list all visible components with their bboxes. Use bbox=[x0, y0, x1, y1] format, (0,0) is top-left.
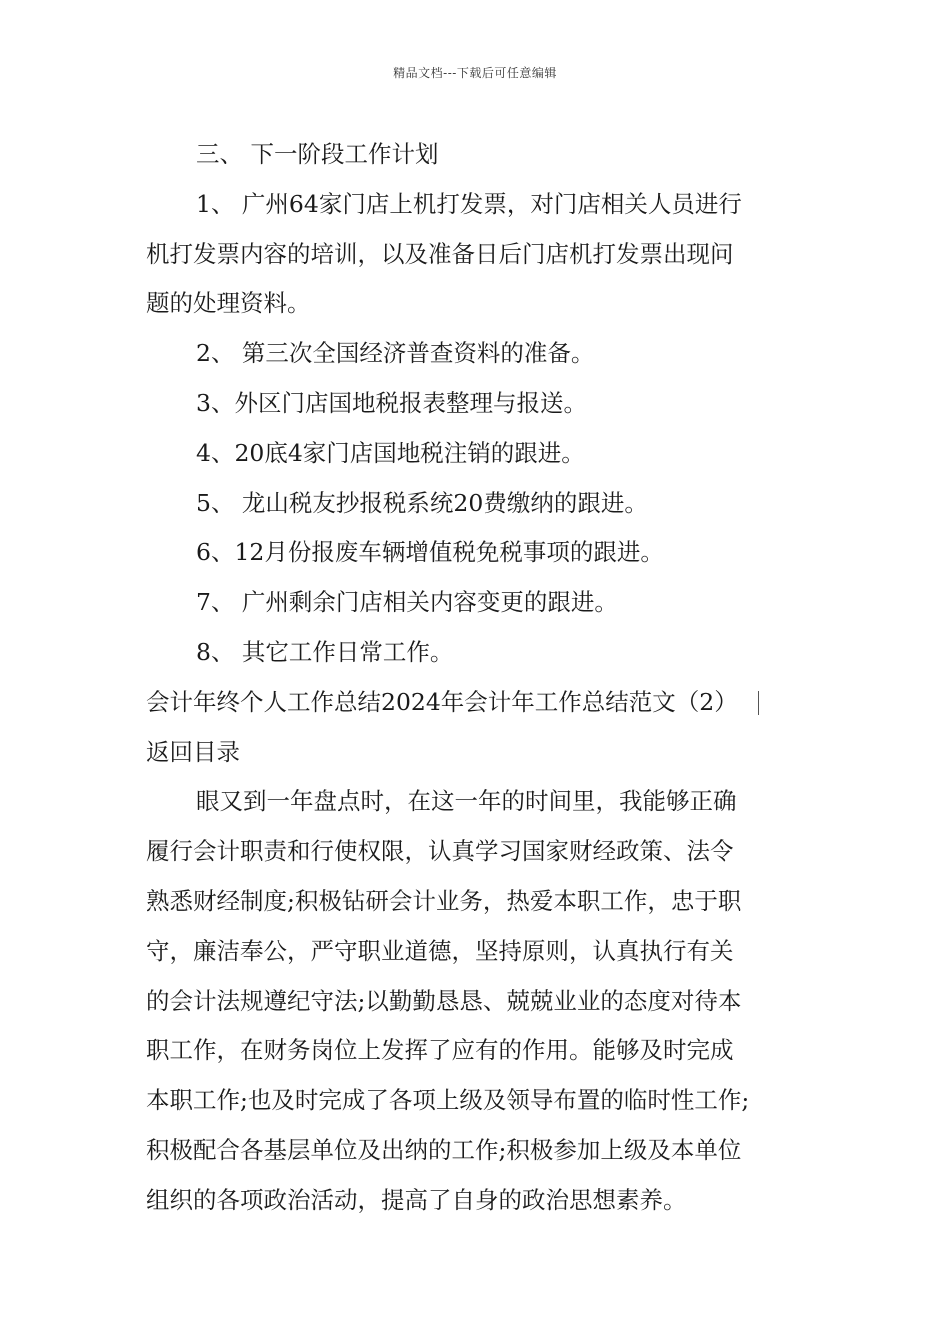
plan-item-6: 6、12月份报废车辆增值税免税事项的跟进。 bbox=[196, 538, 664, 567]
body-line-6: 职工作，在财务岗位上发挥了应有的作用。能够及时完成 bbox=[146, 1036, 734, 1065]
page-header-note: 精品文档---下载后可任意编辑 bbox=[393, 66, 557, 80]
document-body bbox=[146, 130, 816, 1226]
plan-item-4: 4、20底4家门店国地税注销的跟进。 bbox=[196, 438, 585, 467]
plan-item-5: 5、 龙山税友抄报税系统20费缴纳的跟进。 bbox=[196, 488, 648, 517]
plan-item-7: 7、 广州剩余门店相关内容变更的跟进。 bbox=[196, 588, 618, 617]
body-line-1: 眼又到一年盘点时，在这一年的时间里，我能够正确 bbox=[196, 787, 737, 816]
body-line-8: 积极配合各基层单位及出纳的工作;积极参加上级及本单位 bbox=[146, 1135, 742, 1164]
plan-heading: 三、 下一阶段工作计划 bbox=[196, 140, 439, 168]
body-line-9: 组织的各项政治活动，提高了自身的政治思想素养。 bbox=[146, 1185, 687, 1214]
section-title-row bbox=[146, 678, 816, 728]
text-divider bbox=[758, 691, 759, 715]
section-title: 会计年终个人工作总结2024年会计年工作总结范文（2） bbox=[146, 687, 738, 716]
body-line-2: 履行会计职责和行使权限，认真学习国家财经政策、法令 bbox=[146, 837, 734, 866]
plan-item-1-line-1: 1、 广州64家门店上机打发票，对门店相关人员进行 bbox=[196, 189, 742, 218]
body-line-4: 守，廉洁奉公，严守职业道德，坚持原则，认真执行有关 bbox=[146, 936, 734, 965]
body-line-5: 的会计法规遵纪守法;以勤勤恳恳、兢兢业业的态度对待本 bbox=[146, 986, 742, 1015]
body-line-3: 熟悉财经制度;积极钻研会计业务，热爱本职工作，忠于职 bbox=[146, 886, 742, 915]
plan-item-8: 8、 其它工作日常工作。 bbox=[196, 637, 454, 666]
plan-item-3: 3、外区门店国地税报表整理与报送。 bbox=[196, 388, 587, 417]
plan-item-1-line-2: 机打发票内容的培训，以及准备日后门店机打发票出现问 bbox=[146, 239, 734, 268]
back-to-toc-link[interactable]: 返回目录 bbox=[146, 737, 240, 766]
plan-item-2: 2、 第三次全国经济普查资料的准备。 bbox=[196, 339, 595, 368]
plan-item-1-line-3: 题的处理资料。 bbox=[146, 289, 311, 318]
body-line-7: 本职工作;也及时完成了各项上级及领导布置的临时性工作; bbox=[146, 1086, 750, 1115]
